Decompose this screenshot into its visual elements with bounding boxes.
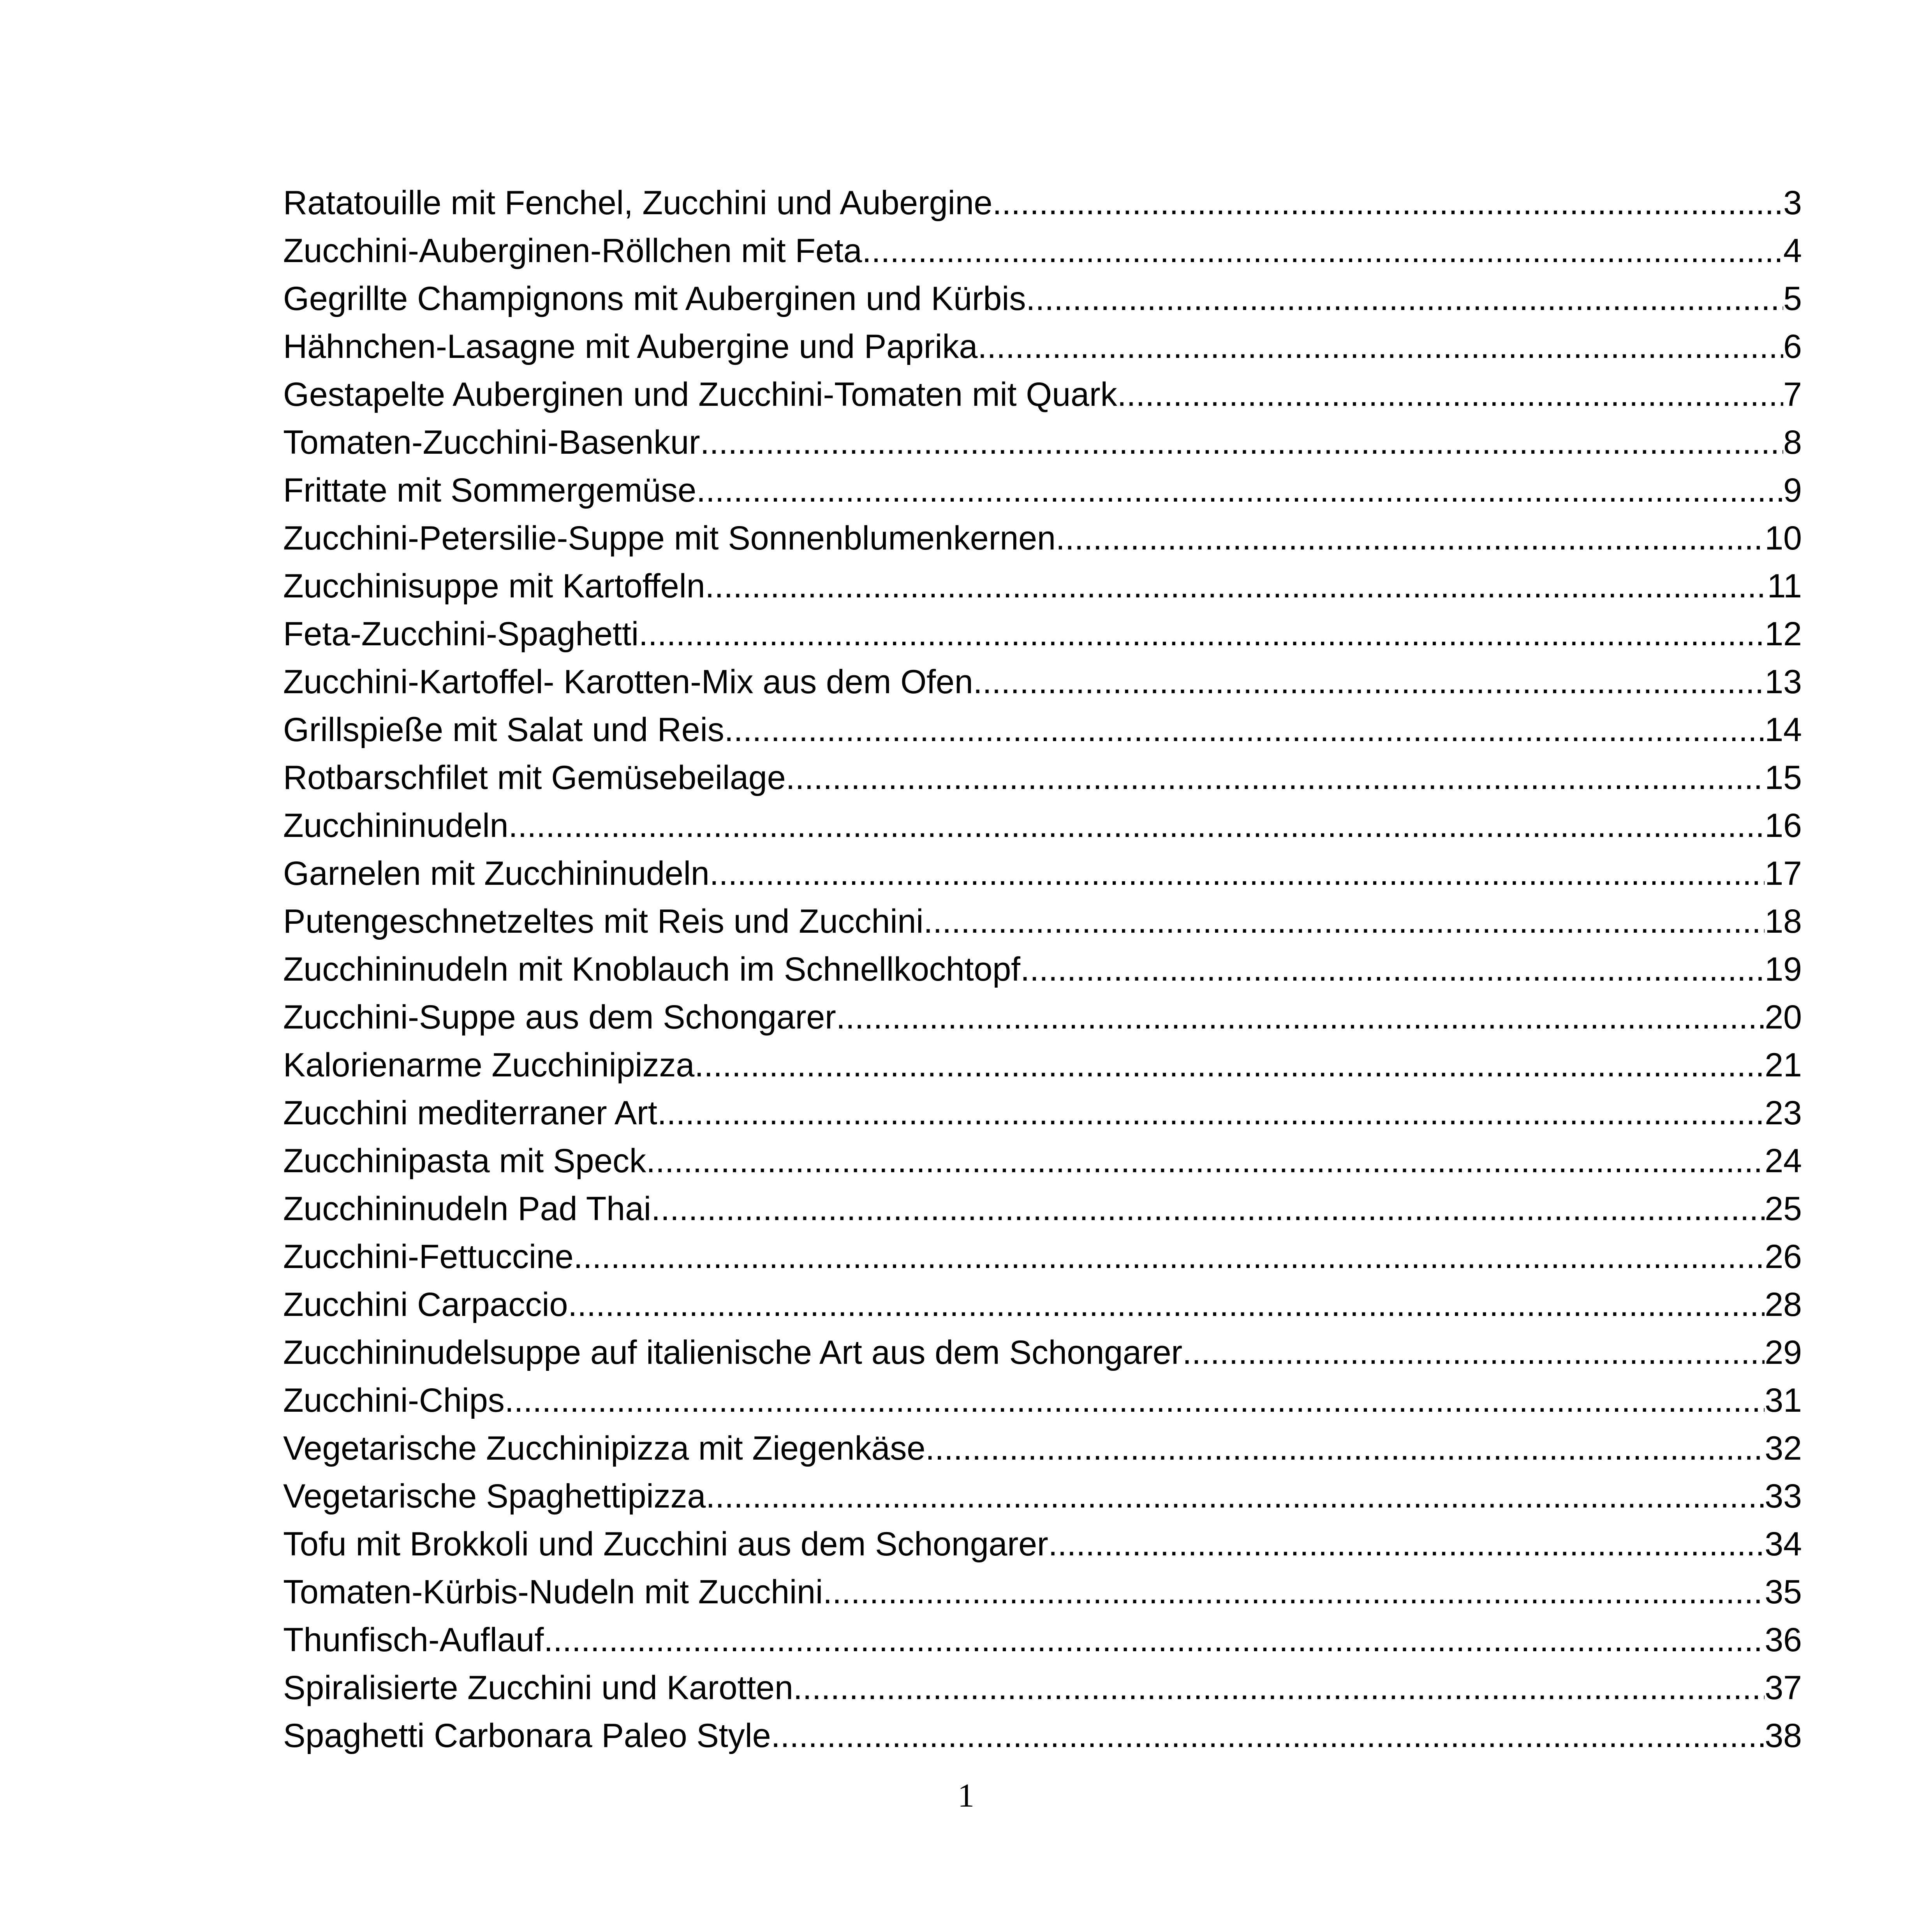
toc-entry[interactable] <box>283 993 1802 1041</box>
toc-entry[interactable] <box>283 323 1802 371</box>
table-of-contents <box>283 179 1802 1760</box>
toc-entry-page: 38 <box>1765 1717 1802 1754</box>
toc-entry-page: 5 <box>1783 280 1802 317</box>
toc-entry-title: Zucchinipasta mit Speck <box>283 1142 646 1180</box>
toc-dot-leader <box>568 1281 1765 1329</box>
toc-dot-leader <box>786 754 1765 802</box>
toc-entry-page: 37 <box>1765 1669 1802 1707</box>
toc-dot-leader <box>724 706 1765 754</box>
toc-dot-leader <box>710 850 1765 898</box>
toc-dot-leader <box>862 227 1784 275</box>
toc-dot-leader <box>651 1185 1765 1233</box>
toc-entry[interactable] <box>283 850 1802 898</box>
toc-entry[interactable] <box>283 1520 1802 1568</box>
toc-entry-title: Spaghetti Carbonara Paleo Style <box>283 1717 771 1754</box>
toc-dot-leader <box>505 1377 1765 1425</box>
toc-entry-title: Hähnchen-Lasagne mit Aubergine und Paprika <box>283 328 978 365</box>
toc-entry[interactable] <box>283 1041 1802 1089</box>
toc-dot-leader <box>973 658 1765 706</box>
toc-entry-title: Zucchini mediterraner Art <box>283 1094 657 1132</box>
toc-dot-leader <box>1056 514 1765 562</box>
toc-entry[interactable] <box>283 706 1802 754</box>
toc-dot-leader <box>705 562 1767 610</box>
toc-entry-page: 24 <box>1765 1142 1802 1180</box>
toc-entry[interactable] <box>283 610 1802 658</box>
toc-dot-leader <box>1020 946 1765 993</box>
toc-entry-title: Rotbarschfilet mit Gemüsebeilage <box>283 759 786 796</box>
toc-entry[interactable] <box>283 1377 1802 1425</box>
toc-dot-leader <box>694 1041 1765 1089</box>
toc-entry-page: 3 <box>1783 184 1802 222</box>
toc-dot-leader <box>923 898 1765 946</box>
toc-dot-leader <box>977 323 1783 371</box>
toc-entry-page: 6 <box>1783 328 1802 365</box>
toc-dot-leader <box>574 1233 1765 1281</box>
toc-entry[interactable] <box>283 562 1802 610</box>
toc-entry-title: Zucchini-Kartoffel- Karotten-Mix aus dem Ofen <box>283 663 973 701</box>
toc-entry-page: 18 <box>1765 903 1802 940</box>
toc-entry[interactable] <box>283 1185 1802 1233</box>
toc-entry[interactable] <box>283 1329 1802 1377</box>
toc-entry-page: 36 <box>1765 1621 1802 1659</box>
toc-entry[interactable] <box>283 898 1802 946</box>
toc-entry[interactable] <box>283 1425 1802 1472</box>
toc-entry[interactable] <box>283 1472 1802 1520</box>
toc-entry[interactable] <box>283 227 1802 275</box>
toc-dot-leader <box>992 179 1783 227</box>
toc-entry-page: 8 <box>1783 424 1802 461</box>
toc-entry-title: Feta-Zucchini-Spaghetti <box>283 615 639 653</box>
toc-dot-leader <box>836 993 1765 1041</box>
toc-dot-leader <box>706 1472 1765 1520</box>
toc-entry[interactable] <box>283 179 1802 227</box>
toc-entry-title: Spiralisierte Zucchini und Karotten <box>283 1669 793 1707</box>
toc-entry-page: 25 <box>1765 1190 1802 1228</box>
toc-entry-title: Zucchinisuppe mit Kartoffeln <box>283 567 705 605</box>
toc-entry-page: 26 <box>1765 1238 1802 1275</box>
toc-entry-title: Zucchininudeln <box>283 807 509 844</box>
toc-entry-page: 16 <box>1765 807 1802 844</box>
toc-entry-page: 33 <box>1765 1478 1802 1515</box>
toc-entry[interactable] <box>283 1568 1802 1616</box>
toc-entry-page: 11 <box>1767 567 1802 605</box>
toc-dot-leader <box>657 1089 1765 1137</box>
toc-entry-title: Ratatouille mit Fenchel, Zucchini und Aubergine <box>283 184 993 222</box>
toc-dot-leader <box>771 1712 1765 1760</box>
toc-entry-title: Tomaten-Zucchini-Basenkur <box>283 424 700 461</box>
toc-dot-leader <box>793 1664 1765 1712</box>
toc-dot-leader <box>1182 1329 1765 1377</box>
toc-entry-page: 34 <box>1765 1525 1802 1563</box>
toc-dot-leader <box>1117 371 1784 419</box>
toc-entry-title: Zucchini-Fettuccine <box>283 1238 574 1275</box>
toc-entry-page: 20 <box>1765 999 1802 1036</box>
toc-entry-page: 35 <box>1765 1573 1802 1611</box>
toc-dot-leader <box>646 1137 1765 1185</box>
toc-entry-title: Thunfisch-Auflauf <box>283 1621 544 1659</box>
toc-entry[interactable] <box>283 802 1802 850</box>
toc-entry-page: 28 <box>1765 1286 1802 1323</box>
toc-entry-page: 4 <box>1783 232 1802 269</box>
toc-entry[interactable] <box>283 658 1802 706</box>
toc-entry-page: 14 <box>1765 711 1802 748</box>
toc-dot-leader <box>696 467 1783 514</box>
toc-entry[interactable] <box>283 1089 1802 1137</box>
page-number: 1 <box>958 1777 974 1814</box>
toc-dot-leader <box>700 419 1783 467</box>
toc-entry[interactable] <box>283 467 1802 514</box>
toc-entry[interactable] <box>283 946 1802 993</box>
toc-entry-page: 17 <box>1765 855 1802 892</box>
toc-entry[interactable] <box>283 514 1802 562</box>
toc-dot-leader <box>508 802 1765 850</box>
toc-entry-page: 15 <box>1765 759 1802 796</box>
toc-dot-leader <box>925 1425 1765 1472</box>
toc-entry-title: Vegetarische Spaghettipizza <box>283 1478 706 1515</box>
toc-entry[interactable] <box>283 1137 1802 1185</box>
toc-entry[interactable] <box>283 1712 1802 1760</box>
toc-entry[interactable] <box>283 1664 1802 1712</box>
toc-entry[interactable] <box>283 1616 1802 1664</box>
toc-entry-page: 21 <box>1765 1046 1802 1084</box>
toc-entry-page: 31 <box>1765 1382 1802 1419</box>
toc-entry-page: 32 <box>1765 1430 1802 1467</box>
toc-entry-title: Tomaten-Kürbis-Nudeln mit Zucchini <box>283 1573 823 1611</box>
toc-entry-title: Gegrillte Champignons mit Auberginen und Kürbis <box>283 280 1026 317</box>
toc-dot-leader <box>639 610 1765 658</box>
toc-entry[interactable] <box>283 754 1802 802</box>
toc-entry-title: Tofu mit Brokkoli und Zucchini aus dem Schongarer <box>283 1525 1048 1563</box>
toc-entry-title: Zucchininudeln mit Knoblauch im Schnellkochtopf <box>283 951 1021 988</box>
toc-dot-leader <box>823 1568 1765 1616</box>
toc-entry-title: Kalorienarme Zucchinipizza <box>283 1046 695 1084</box>
toc-entry-title: Gestapelte Auberginen und Zucchini-Tomaten mit Quark <box>283 376 1117 413</box>
toc-dot-leader <box>544 1616 1765 1664</box>
toc-entry[interactable] <box>283 275 1802 323</box>
toc-entry[interactable] <box>283 371 1802 419</box>
toc-entry[interactable] <box>283 1281 1802 1329</box>
toc-entry-page: 7 <box>1783 376 1802 413</box>
toc-entry-title: Garnelen mit Zucchininudeln <box>283 855 710 892</box>
toc-entry-title: Zucchini-Auberginen-Röllchen mit Feta <box>283 232 862 269</box>
toc-entry-title: Zucchini Carpaccio <box>283 1286 568 1323</box>
toc-entry-title: Zucchininudelsuppe auf italienische Art aus dem Schongarer <box>283 1334 1183 1371</box>
toc-entry-title: Frittate mit Sommergemüse <box>283 472 696 509</box>
toc-entry-title: Vegetarische Zucchinipizza mit Ziegenkäse <box>283 1430 926 1467</box>
toc-entry-page: 10 <box>1765 520 1802 557</box>
toc-entry[interactable] <box>283 419 1802 467</box>
toc-entry-title: Zucchininudeln Pad Thai <box>283 1190 652 1228</box>
toc-entry-page: 19 <box>1765 951 1802 988</box>
toc-entry-page: 23 <box>1765 1094 1802 1132</box>
toc-entry-title: Putengeschnetzeltes mit Reis und Zucchini <box>283 903 924 940</box>
toc-entry-page: 13 <box>1765 663 1802 701</box>
toc-entry[interactable] <box>283 1233 1802 1281</box>
toc-entry-title: Zucchini-Petersilie-Suppe mit Sonnenblumenkernen <box>283 520 1056 557</box>
toc-entry-title: Grillspieße mit Salat und Reis <box>283 711 724 748</box>
toc-entry-title: Zucchini-Chips <box>283 1382 505 1419</box>
toc-dot-leader <box>1048 1520 1765 1568</box>
toc-entry-page: 9 <box>1783 472 1802 509</box>
toc-entry-page: 12 <box>1765 615 1802 653</box>
toc-entry-title: Zucchini-Suppe aus dem Schongarer <box>283 999 836 1036</box>
toc-dot-leader <box>1026 275 1783 323</box>
toc-entry-page: 29 <box>1765 1334 1802 1371</box>
